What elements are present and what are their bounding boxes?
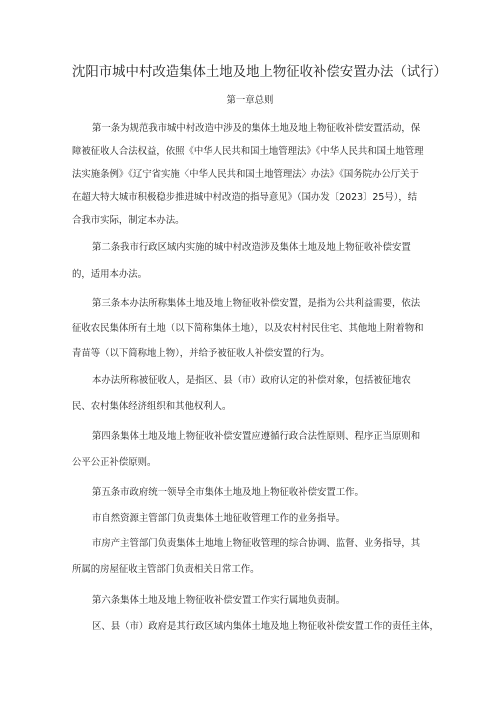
article-5-para-3-line-2: 所属的房屋征收主管部门负责相关日常工作。	[72, 564, 260, 575]
article-4-line-2: 公平公正补偿原则。	[72, 457, 157, 468]
article-4-line-1: 第四条集体土地及地上物征收补偿安置应遵循行政合法性原则、程序正当原则和	[92, 431, 421, 442]
article-3-line-3: 青苗等（以下简称地上物），并给予被征收人补偿安置的行为。	[72, 348, 330, 359]
article-1-line-3: 法实施条例》《辽宁省实施〈中华人民共和国土地管理法〉办法》《国务院办公厅关于	[72, 169, 419, 180]
article-3-line-1: 第三条本办法所称集体土地及地上物征收补偿安置，是指为公共利益需要，依法	[92, 298, 421, 309]
article-3-para-2-line-1: 本办法所称被征收人，是指区、县（市）政府认定的补偿对象，包括被征地农	[92, 375, 411, 386]
article-3-line-2: 征收农民集体所有土地（以下简称集体土地），以及农村村民住宅、其他地上附着物和	[72, 323, 424, 334]
article-2-line-2: 的，适用本办法。	[72, 269, 148, 280]
article-5-para-2: 市自然资源主管部门负责集体土地征收管理工作的业务指导。	[92, 513, 346, 524]
article-1-line-4: 在超大特大城市积极稳步推进城中村改造的指导意见》（国办发〔2023〕25号），结	[72, 192, 418, 203]
article-6-para-2-line-1: 区、县（市）政府是其行政区域内集体土地及地上物征收补偿安置工作的责任主体，	[92, 621, 439, 632]
article-1-line-5: 合我市实际，制定本办法。	[72, 215, 185, 226]
article-1-line-2: 障被征收人合法权益，依照《中华人民共和国土地管理法》《中华人民共和国土地管理	[72, 146, 424, 157]
article-5-para-3-line-1: 市房产主管部门负责集体土地地上物征收管理的综合协调、监督、业务指导，其	[92, 538, 421, 549]
article-5-line-1: 第五条市政府统一领导全市集体土地及地上物征收补偿安置工作。	[92, 487, 364, 498]
document-title: 沈阳市城中村改造集体土地及地上物征收补偿安置办法（试行）	[72, 65, 447, 80]
article-3-para-2-line-2: 民、农村集体经济组织和其他权利人。	[72, 401, 232, 412]
article-6-line-1: 第六条集体土地及地上物征收补偿安置工作实行属地负责制。	[92, 595, 346, 606]
article-2-line-1: 第二条我市行政区域内实施的城中村改造涉及集体土地及地上物征收补偿安置	[92, 242, 411, 253]
chapter-heading: 第一章总则	[226, 95, 274, 106]
article-1-line-1: 第一条为规范我市城中村改造中涉及的集体土地及地上物征收补偿安置活动，保	[92, 123, 421, 134]
